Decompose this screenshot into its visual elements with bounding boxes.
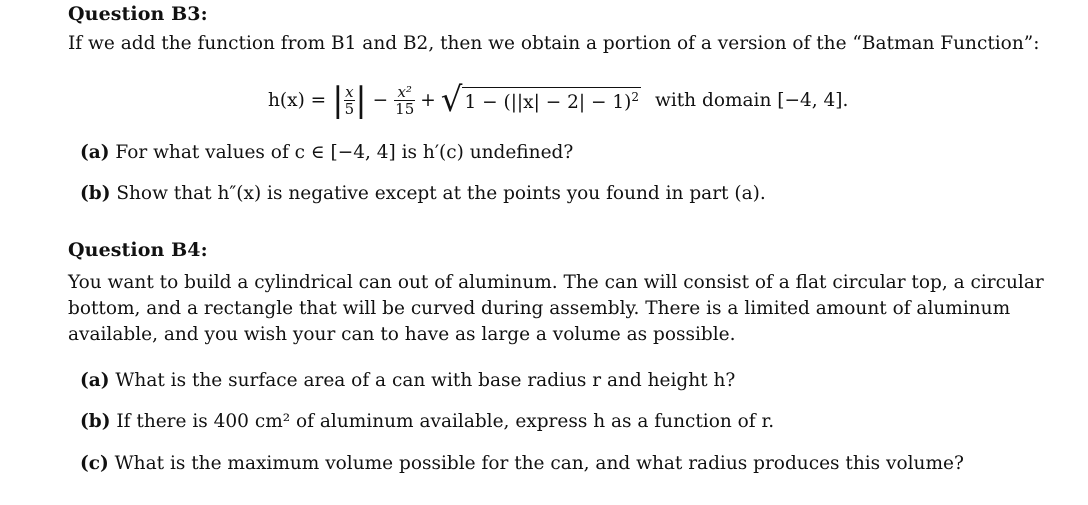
abs-bar-left: | bbox=[332, 80, 344, 120]
part-label: (a) bbox=[80, 142, 110, 163]
sqrt-body bbox=[462, 87, 641, 113]
fraction-2-numerator: x² bbox=[394, 84, 415, 101]
domain-text: with domain [−4, 4]. bbox=[655, 89, 849, 111]
sqrt-sign: √ bbox=[440, 80, 463, 120]
question-b4-heading: Question B4: bbox=[68, 239, 208, 261]
question-b4-part-a bbox=[80, 370, 735, 391]
part-label: (b) bbox=[80, 183, 111, 204]
part-label: (b) bbox=[80, 411, 111, 432]
part-label: (c) bbox=[80, 453, 109, 474]
part-text: For what values of c ∈ [−4, 4] is h′(c) undefined? bbox=[115, 142, 574, 163]
question-b4-line-1: You want to build a cylindrical can out of aluminum. The can will consist of a flat circular top, a circular bbox=[68, 272, 1044, 293]
formula-lhs: h(x) = bbox=[268, 89, 327, 111]
abs-bar-right: | bbox=[355, 80, 367, 120]
part-text: What is the surface area of a can with base radius r and height h? bbox=[115, 370, 736, 391]
batman-formula bbox=[268, 70, 848, 130]
question-b4-line-3: available, and you wish your can to have as large a volume as possible. bbox=[68, 324, 736, 345]
question-b4-line-2: bottom, and a rectangle that will be curved during assembly. There is a limited amount of aluminum bbox=[68, 298, 1011, 319]
sqrt-exponent: 2 bbox=[631, 89, 639, 104]
question-b4-part-c bbox=[80, 453, 964, 474]
part-text: What is the maximum volume possible for the can, and what radius produces this volume? bbox=[114, 453, 964, 474]
fraction-2-denominator: 15 bbox=[395, 99, 415, 118]
sqrt-expression: 1 − (||x| − 2| − 1) bbox=[464, 92, 632, 114]
fraction-1-denominator: 5 bbox=[344, 99, 355, 118]
part-text: Show that h″(x) is negative except at the points you found in part (a). bbox=[116, 183, 766, 204]
question-b3-intro: If we add the function from B1 and B2, then we obtain a portion of a version of the “Batman Function”: bbox=[68, 33, 1040, 54]
question-b3-part-b bbox=[80, 183, 766, 204]
question-b3-heading: Question B3: bbox=[68, 3, 208, 25]
question-b3-part-a bbox=[80, 142, 573, 163]
question-b4-part-b bbox=[80, 411, 774, 432]
formula-plus: + bbox=[420, 89, 436, 111]
fraction-x2-over-15 bbox=[394, 84, 415, 117]
fraction-x-over-5 bbox=[344, 84, 356, 117]
fraction-1-numerator: x bbox=[345, 82, 354, 101]
part-label: (a) bbox=[80, 370, 110, 391]
formula-minus: − bbox=[372, 89, 389, 111]
part-text: If there is 400 cm² of aluminum available, express h as a function of r. bbox=[116, 411, 775, 432]
